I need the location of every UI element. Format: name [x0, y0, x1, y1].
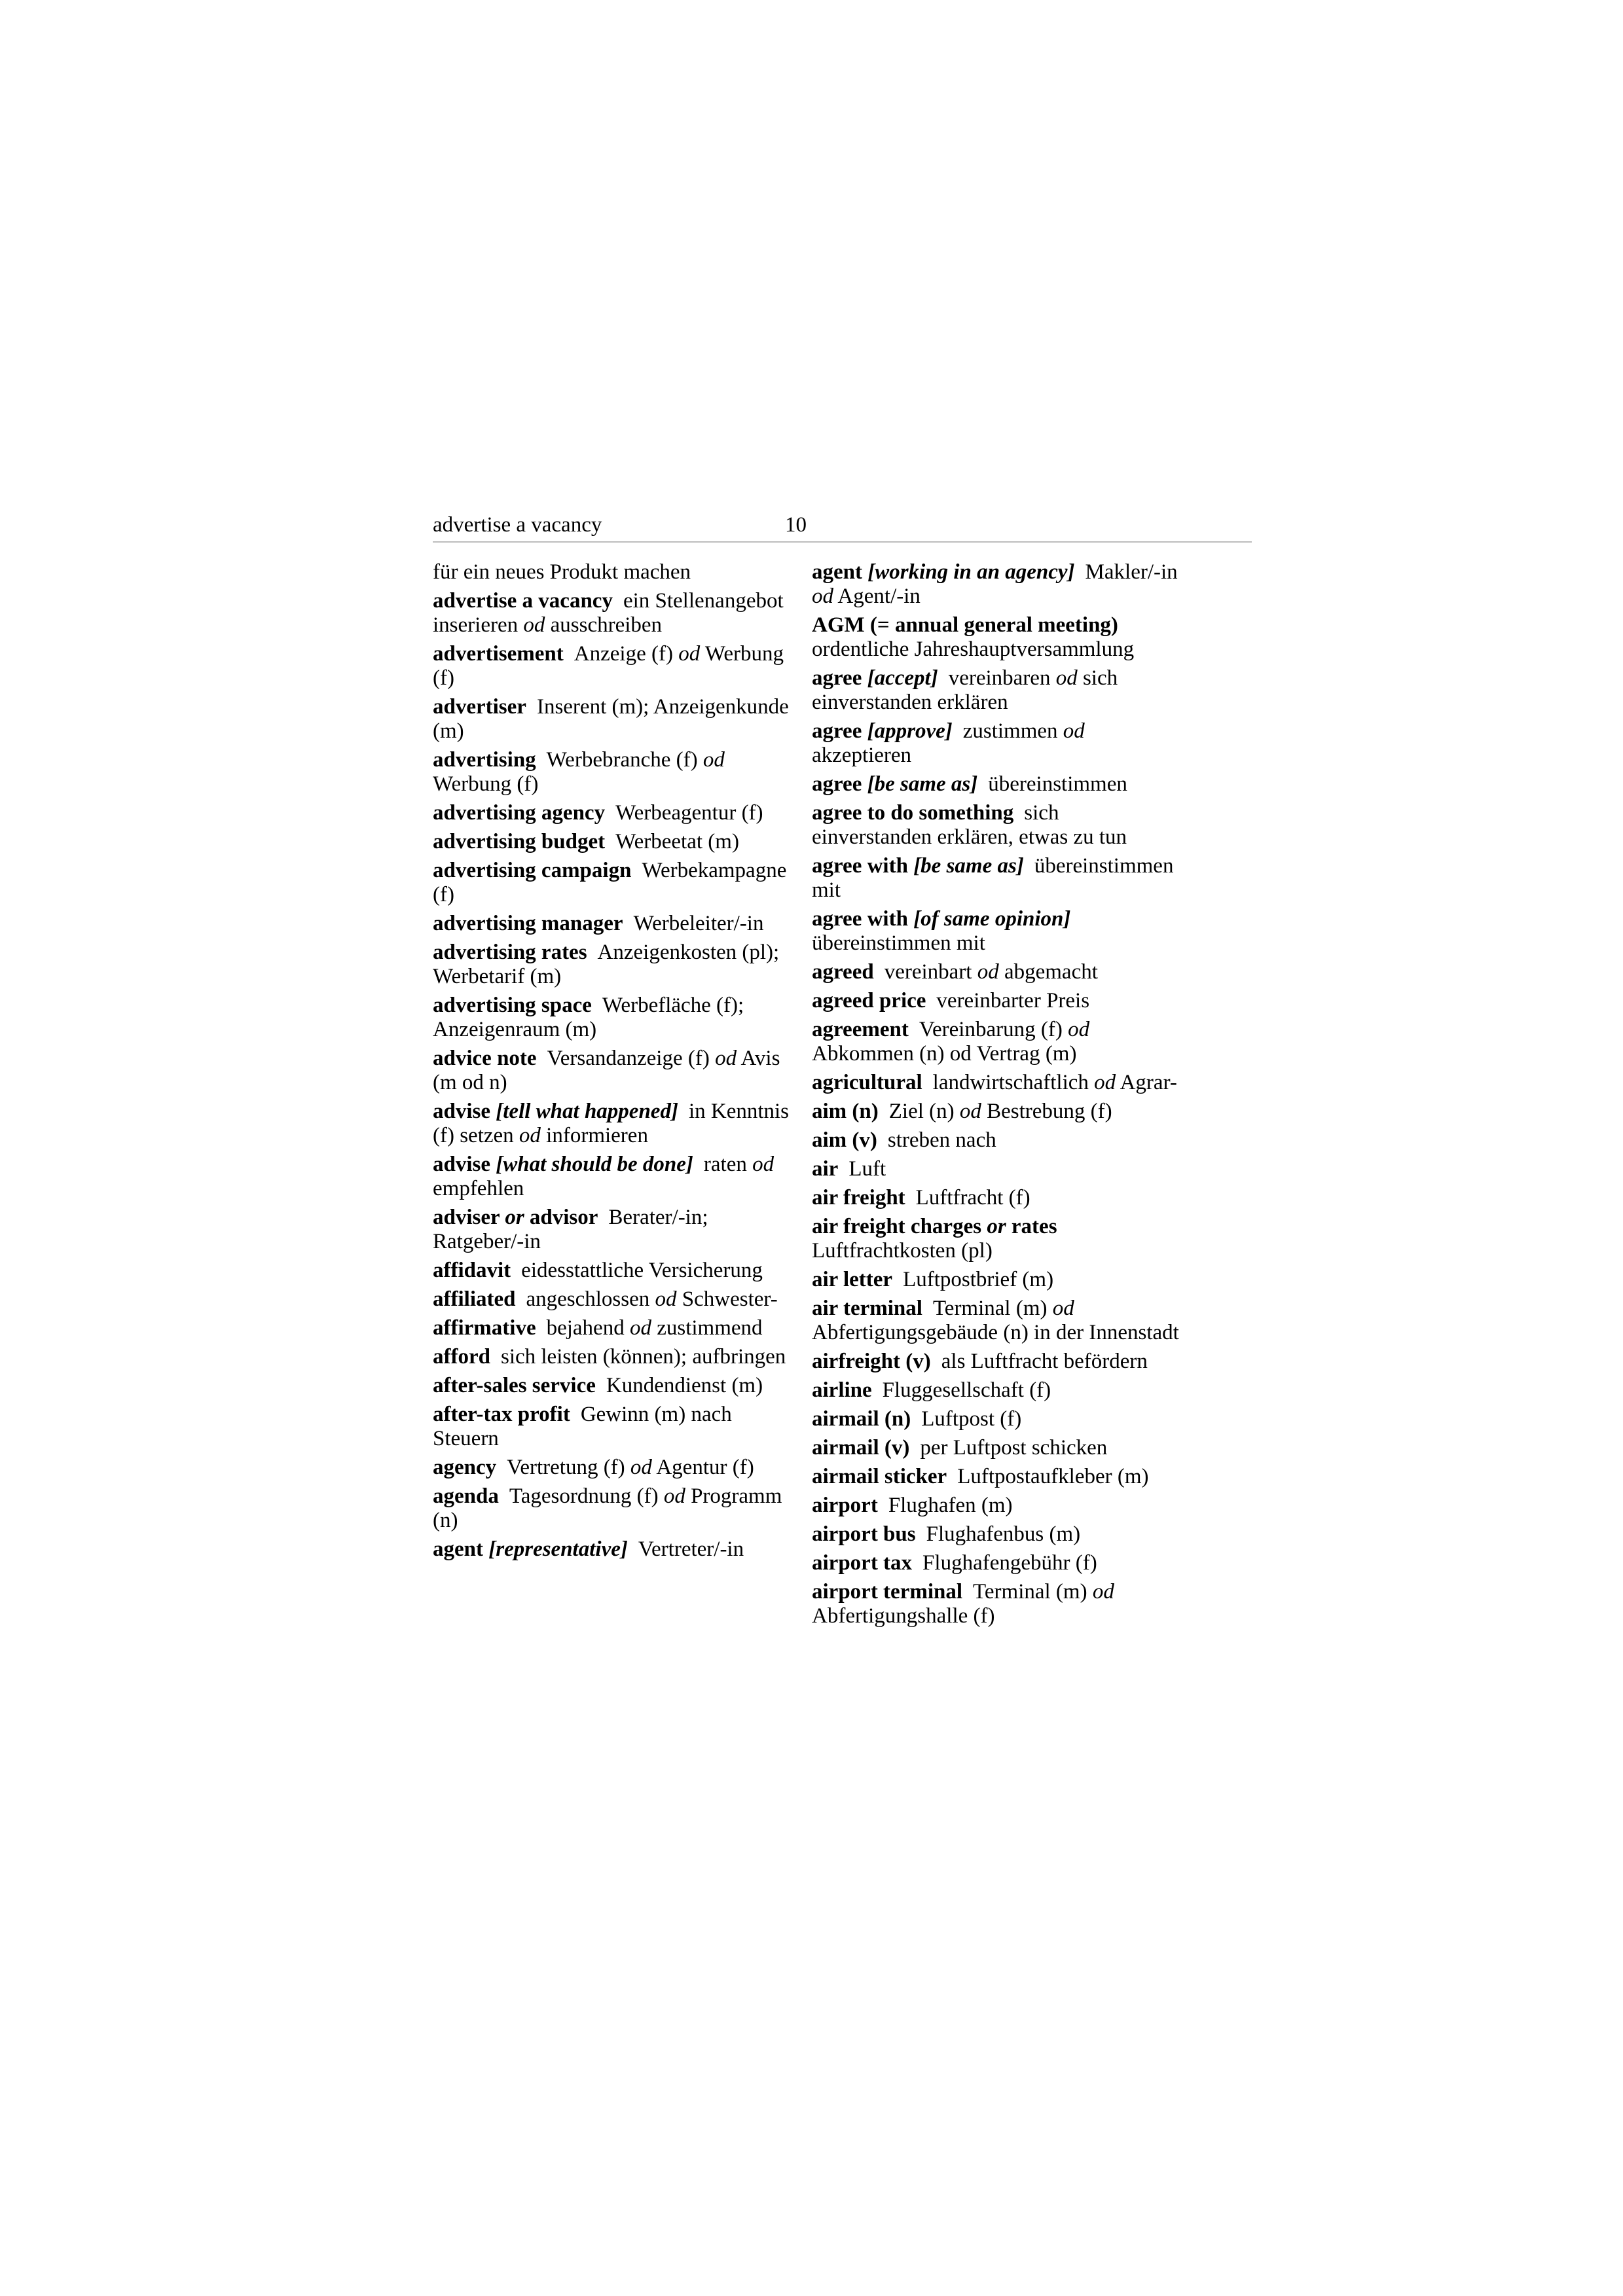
- translation-text: Werbefläche (f); Anzeigenraum (m): [433, 994, 744, 1041]
- headword-text: advertising budget: [433, 830, 606, 853]
- translation-text: Werbeetat (m): [615, 830, 739, 853]
- translation: [922, 1551, 1097, 1575]
- headword-text: agree to do something: [812, 801, 1014, 825]
- dictionary-entry: [433, 695, 799, 744]
- headword-text: airfreight (v): [812, 1350, 931, 1373]
- conjunction-italic: od: [1063, 719, 1085, 743]
- translation: [812, 931, 985, 955]
- headword-text: airport: [812, 1494, 878, 1517]
- headword-text: agree with: [812, 907, 914, 931]
- translation-text: Werbeagentur (f): [615, 801, 763, 825]
- dictionary-entry: [433, 1403, 799, 1451]
- translation-text: angeschlossen: [526, 1287, 655, 1311]
- translation-text: informieren: [540, 1124, 648, 1147]
- headword: [433, 642, 564, 666]
- translation-text: sich einverstanden erklären: [812, 666, 1118, 714]
- headword-text: agreed price: [812, 989, 926, 1013]
- translation-text: Inserent (m); Anzeigenkunde (m): [433, 695, 789, 743]
- translation: [507, 1456, 754, 1479]
- dictionary-entry: [812, 1580, 1184, 1628]
- headword-qualifier: [representative]: [488, 1537, 628, 1561]
- dictionary-entry: [812, 1551, 1184, 1575]
- translation-text: Gewinn (m) nach Steuern: [433, 1403, 732, 1450]
- translation: [889, 1100, 1112, 1123]
- conjunction-italic: od: [523, 613, 545, 637]
- dictionary-entry: [812, 1436, 1184, 1460]
- dictionary-entry: [433, 941, 799, 989]
- translation: [501, 1345, 786, 1369]
- translation-text: sich leisten (können); aufbringen: [500, 1345, 786, 1369]
- translation: [812, 1239, 993, 1263]
- left-column: [433, 560, 799, 1566]
- translation-text: als Luftfracht befördern: [941, 1350, 1148, 1373]
- headword: [812, 613, 1118, 637]
- conjunction-italic: od: [715, 1047, 737, 1070]
- headword: [433, 1259, 511, 1282]
- conjunction-italic: od: [1052, 1297, 1074, 1320]
- dictionary-entry: [812, 1157, 1184, 1181]
- headword: [433, 941, 587, 964]
- headword: [812, 1215, 1057, 1238]
- headword: [433, 1287, 515, 1311]
- headword: [433, 1403, 570, 1426]
- dictionary-entry: [812, 960, 1184, 984]
- conjunction-italic: od: [629, 1316, 651, 1340]
- translation: [884, 960, 1098, 984]
- translation-text: in Kenntnis (f) setzen: [433, 1100, 790, 1147]
- conjunction-italic: od: [1068, 1018, 1090, 1041]
- translation-text: Werbung (f): [433, 642, 784, 690]
- dictionary-entry: [812, 1522, 1184, 1547]
- translation-text: übereinstimmen mit: [812, 854, 1174, 902]
- headword-text: agricultural: [812, 1071, 922, 1094]
- headword-text: air letter: [812, 1268, 893, 1291]
- translation: [615, 830, 739, 853]
- translation-text: übereinstimmen mit: [812, 931, 985, 955]
- headword-text: agree with: [812, 854, 914, 878]
- translation-text: Vertreter/-in: [638, 1537, 744, 1561]
- translation-text: bejahend: [546, 1316, 630, 1340]
- dictionary-entry: [433, 1316, 799, 1340]
- headword-qualifier: or: [987, 1215, 1006, 1238]
- headword: [812, 1018, 909, 1041]
- headword: [812, 1100, 879, 1123]
- headword-text: advertiser: [433, 695, 526, 719]
- translation-text: ein Stellenangebot inserieren: [433, 589, 784, 637]
- headword: [433, 748, 536, 772]
- headword-text: agree: [812, 666, 867, 690]
- dictionary-entry: [433, 1374, 799, 1398]
- translation: [615, 801, 763, 825]
- translation-text: Werbekampagne (f): [433, 859, 787, 906]
- headword-text: air freight charges: [812, 1215, 987, 1238]
- headword-text: air: [812, 1157, 839, 1181]
- translation-text: vereinbart: [884, 960, 977, 984]
- headword: [812, 907, 1070, 931]
- headword-text: agree: [812, 719, 867, 743]
- headword: [812, 1350, 931, 1373]
- headword: [812, 1157, 838, 1181]
- headword-text: advice note: [433, 1047, 537, 1070]
- dictionary-entry: [433, 642, 799, 691]
- translation-text: vereinbaren: [948, 666, 1056, 690]
- translation-text: Tagesordnung (f): [509, 1484, 664, 1508]
- headword: [433, 589, 613, 613]
- headword: [433, 912, 623, 935]
- dictionary-entry: [433, 1206, 799, 1254]
- translation: [888, 1128, 996, 1152]
- dictionary-entry: [812, 772, 1184, 797]
- conjunction-italic: od: [812, 584, 833, 608]
- translation-text: Werbebranche (f): [546, 748, 703, 772]
- headword: [433, 1484, 499, 1508]
- conjunction-italic: od: [977, 960, 999, 984]
- headword-qualifier: [accept]: [867, 666, 938, 690]
- right-column: [812, 560, 1184, 1633]
- conjunction-italic: od: [752, 1153, 775, 1176]
- conjunction-italic: od: [655, 1287, 677, 1311]
- headword: [812, 1465, 947, 1488]
- dictionary-entry: [812, 1465, 1184, 1489]
- translation: [433, 560, 691, 584]
- conjunction-italic: od: [678, 642, 701, 666]
- translation-text: Flughafen (m): [888, 1494, 1013, 1517]
- headword: [812, 666, 938, 690]
- dictionary-entry: [433, 859, 799, 907]
- dictionary-entry: [433, 1537, 799, 1562]
- translation-text: für ein neues Produkt machen: [433, 560, 691, 584]
- translation: [936, 989, 1089, 1013]
- translation: [606, 1374, 763, 1397]
- dictionary-entry: [433, 1345, 799, 1369]
- translation-text: Berater/-in; Ratgeber/-in: [433, 1206, 708, 1253]
- headword-text: agent: [812, 560, 868, 584]
- translation-text: Agent/-in: [833, 584, 921, 608]
- conjunction-italic: od: [1094, 1071, 1116, 1094]
- dictionary-entry: [433, 589, 799, 637]
- headword-text: affidavit: [433, 1259, 511, 1282]
- headword-text: aim (n): [812, 1100, 879, 1123]
- headword-qualifier: [tell what happened]: [496, 1100, 678, 1123]
- headword-text: afford: [433, 1345, 490, 1369]
- headword-text: agreement: [812, 1018, 909, 1041]
- dictionary-entry: [812, 1100, 1184, 1124]
- translation-text: sich einverstanden erklären, etwas zu tun: [812, 801, 1127, 849]
- headword: [433, 801, 605, 825]
- translation-text: raten: [703, 1153, 753, 1176]
- headword: [812, 801, 1013, 825]
- dictionary-entry: [812, 560, 1184, 609]
- headword-qualifier: [approve]: [867, 719, 953, 743]
- translation-text: Luftpost (f): [921, 1407, 1022, 1431]
- translation-text: Werbeleiter/-in: [633, 912, 764, 935]
- translation: [848, 1157, 886, 1181]
- headword: [433, 1153, 693, 1176]
- translation-text: übereinstimmen: [988, 772, 1127, 796]
- translation: [888, 1494, 1013, 1517]
- headword-text: airport terminal: [812, 1580, 963, 1604]
- headword: [812, 1378, 872, 1402]
- translation-text: Avis (m od n): [433, 1047, 780, 1094]
- dictionary-entry: [812, 1268, 1184, 1292]
- headword: [812, 1551, 912, 1575]
- dictionary-entry: [812, 1350, 1184, 1374]
- dictionary-entry: [812, 989, 1184, 1013]
- dictionary-entry: [812, 1215, 1184, 1263]
- translation-text: Terminal (m): [973, 1580, 1093, 1604]
- dictionary-entry: [812, 719, 1184, 768]
- headword: [433, 1316, 536, 1340]
- conjunction-italic: od: [1055, 666, 1078, 690]
- translation-text: Luftpostbrief (m): [903, 1268, 1054, 1291]
- translation: [903, 1268, 1053, 1291]
- headword: [812, 772, 977, 796]
- translation-text: vereinbarter Preis: [936, 989, 1090, 1013]
- headword: [433, 994, 592, 1017]
- translation-text: Makler/-in: [1085, 560, 1178, 584]
- headword: [433, 1456, 496, 1479]
- conjunction-italic: od: [702, 748, 725, 772]
- dictionary-entry: [433, 1100, 799, 1148]
- headword-text: airmail sticker: [812, 1465, 947, 1488]
- translation-text: landwirtschaftlich: [932, 1071, 1095, 1094]
- dictionary-entry: [812, 666, 1184, 715]
- translation-text: Luftpostaufkleber (m): [957, 1465, 1149, 1488]
- headword-qualifier: [be same as]: [913, 854, 1024, 878]
- translation: [926, 1522, 1081, 1546]
- translation-text: ordentliche Jahreshauptversammlung: [812, 637, 1135, 661]
- page-header: [433, 511, 1252, 543]
- translation-text: Agrar-: [1116, 1071, 1177, 1094]
- translation-text: eidesstattliche Versicherung: [521, 1259, 763, 1282]
- translation-text: Agentur (f): [651, 1456, 754, 1479]
- headword-text: advertising campaign: [433, 859, 632, 882]
- headword-qualifier: [what should be done]: [496, 1153, 693, 1176]
- conjunction-italic: od: [1092, 1580, 1114, 1604]
- dictionary-entry: [433, 912, 799, 936]
- translation-text: Luft: [848, 1157, 886, 1181]
- translation-text: Abfertigungsgebäude (n) in der Innenstadt: [812, 1321, 1179, 1344]
- headword: [812, 1494, 878, 1517]
- translation-text: Terminal (m): [932, 1297, 1053, 1320]
- translation-text: empfehlen: [433, 1177, 524, 1200]
- headword: [812, 1297, 922, 1320]
- dictionary-entry: [812, 1128, 1184, 1153]
- translation-text: Bestrebung (f): [981, 1100, 1112, 1123]
- dictionary-entry: [812, 613, 1184, 662]
- translation: [521, 1259, 763, 1282]
- headword-qualifier: [working in an agency]: [867, 560, 1075, 584]
- translation: [941, 1350, 1148, 1373]
- dictionary-entry: [812, 1071, 1184, 1095]
- headword-text: advertisement: [433, 642, 564, 666]
- translation-text: streben nach: [887, 1128, 996, 1152]
- headword-text: agenda: [433, 1484, 499, 1508]
- translation: [920, 1436, 1107, 1460]
- headword-text: airmail (v): [812, 1436, 910, 1460]
- headword-text: after-tax profit: [433, 1403, 570, 1426]
- dictionary-entry: [433, 1259, 799, 1283]
- translation-text: ausschreiben: [545, 613, 663, 637]
- translation-text: Anzeigenkosten (pl); Werbetarif (m): [433, 941, 780, 988]
- headword-text: airmail (n): [812, 1407, 911, 1431]
- translation-text: zustimmend: [651, 1316, 763, 1340]
- headword: [812, 1522, 916, 1546]
- headword-text: airline: [812, 1378, 872, 1402]
- dictionary-entry: [433, 1456, 799, 1480]
- headword-text: affirmative: [433, 1316, 536, 1340]
- dictionary-entry: [433, 560, 799, 584]
- headword: [812, 854, 1024, 878]
- headword: [812, 1071, 922, 1094]
- headword-text: affiliated: [433, 1287, 516, 1311]
- conjunction-italic: od: [630, 1456, 652, 1479]
- headword-text: airport bus: [812, 1522, 916, 1546]
- translation-text: Vereinbarung (f): [919, 1018, 1068, 1041]
- conjunction-italic: od: [519, 1124, 541, 1147]
- headword: [812, 560, 1075, 584]
- headword-qualifier: or: [505, 1206, 524, 1229]
- translation: [634, 912, 764, 935]
- headword: [433, 1100, 678, 1123]
- headword-qualifier: [of same opinion]: [913, 907, 1071, 931]
- dictionary-entry: [433, 801, 799, 825]
- translation-text: Kundendienst (m): [606, 1374, 763, 1397]
- headword: [812, 1186, 905, 1210]
- translation-text: Ziel (n): [888, 1100, 960, 1123]
- headword-text: advertising: [433, 748, 536, 772]
- headword-text: agreed: [812, 960, 874, 984]
- headword-text: aim (v): [812, 1128, 877, 1152]
- headword-text: advertising manager: [433, 912, 623, 935]
- translation-text: Anzeige (f): [574, 642, 679, 666]
- translation: [526, 1287, 777, 1311]
- headword: [812, 1436, 909, 1460]
- headword-text: agree: [812, 772, 867, 796]
- headword-text: advisor: [524, 1206, 598, 1229]
- translation-text: abgemacht: [998, 960, 1098, 984]
- headword: [812, 1268, 892, 1291]
- dictionary-entry: [812, 1494, 1184, 1518]
- translation-text: Fluggesellschaft (f): [882, 1378, 1051, 1402]
- dictionary-entry: [433, 1153, 799, 1201]
- conjunction-italic: od: [663, 1484, 685, 1508]
- translation-text: Schwester-: [676, 1287, 778, 1311]
- translation-text: Versandanzeige (f): [547, 1047, 716, 1070]
- translation-text: Flughafenbus (m): [926, 1522, 1081, 1546]
- headword-text: agency: [433, 1456, 497, 1479]
- headword-text: adviser: [433, 1206, 505, 1229]
- headword: [812, 719, 953, 743]
- translation-text: Programm (n): [433, 1484, 782, 1532]
- translation-text: zustimmen: [962, 719, 1063, 743]
- headword: [812, 989, 926, 1013]
- headword-text: advertising space: [433, 994, 592, 1017]
- translation: [933, 1071, 1177, 1094]
- headword: [812, 1407, 911, 1431]
- dictionary-entry: [812, 1378, 1184, 1403]
- headword-text: airport tax: [812, 1551, 913, 1575]
- dictionary-entry: [812, 1297, 1184, 1345]
- translation-text: Werbung (f): [433, 772, 539, 796]
- dictionary-entry: [812, 1407, 1184, 1431]
- headword: [812, 1128, 877, 1152]
- translation-text: akzeptieren: [812, 744, 912, 767]
- translation: [883, 1378, 1051, 1402]
- dictionary-entry: [433, 830, 799, 854]
- headword-text: advise: [433, 1100, 496, 1123]
- page-number: 10: [785, 513, 807, 537]
- headword-qualifier: [be same as]: [867, 772, 978, 796]
- dictionary-entry: [812, 907, 1184, 956]
- headword-text: advise: [433, 1153, 496, 1176]
- headword: [812, 960, 874, 984]
- running-head: advertise a vacancy: [433, 513, 602, 537]
- translation: [638, 1537, 744, 1561]
- translation-text: Vertretung (f): [507, 1456, 630, 1479]
- dictionary-entry: [812, 1186, 1184, 1210]
- headword-text: air freight: [812, 1186, 905, 1210]
- dictionary-entry: [433, 994, 799, 1042]
- headword-text: advertise a vacancy: [433, 589, 613, 613]
- dictionary-entry: [812, 1018, 1184, 1066]
- translation-text: Abfertigungshalle (f): [812, 1604, 995, 1628]
- headword: [433, 695, 526, 719]
- dictionary-entry: [433, 1484, 799, 1533]
- headword: [433, 830, 605, 853]
- translation: [916, 1186, 1030, 1210]
- headword-text: advertising rates: [433, 941, 587, 964]
- headword: [433, 1537, 628, 1561]
- headword-text: agent: [433, 1537, 489, 1561]
- translation-text: Luftfrachtkosten (pl): [812, 1239, 993, 1263]
- dictionary-entry: [812, 801, 1184, 850]
- headword: [433, 1345, 490, 1369]
- conjunction-italic: od: [959, 1100, 981, 1123]
- translation: [812, 637, 1134, 661]
- headword: [433, 859, 631, 882]
- translation-text: Luftfracht (f): [915, 1186, 1030, 1210]
- headword-text: air terminal: [812, 1297, 922, 1320]
- headword: [433, 1206, 598, 1229]
- headword-text: advertising agency: [433, 801, 606, 825]
- translation: [957, 1465, 1148, 1488]
- headword-text: after-sales service: [433, 1374, 596, 1397]
- dictionary-entry: [433, 1287, 799, 1312]
- dictionary-entry: [433, 748, 799, 797]
- headword: [433, 1374, 596, 1397]
- headword-text: AGM (= annual general meeting): [812, 613, 1118, 637]
- headword-text: rates: [1006, 1215, 1057, 1238]
- dictionary-entry: [433, 1047, 799, 1095]
- translation-text: Abkommen (n) od Vertrag (m): [812, 1042, 1077, 1066]
- translation: [921, 1407, 1021, 1431]
- translation: [547, 1316, 763, 1340]
- headword: [812, 1580, 962, 1604]
- translation: [988, 772, 1127, 796]
- headword: [433, 1047, 537, 1070]
- translation-text: Flughafengebühr (f): [922, 1551, 1097, 1575]
- translation-text: per Luftpost schicken: [920, 1436, 1108, 1460]
- dictionary-entry: [812, 854, 1184, 903]
